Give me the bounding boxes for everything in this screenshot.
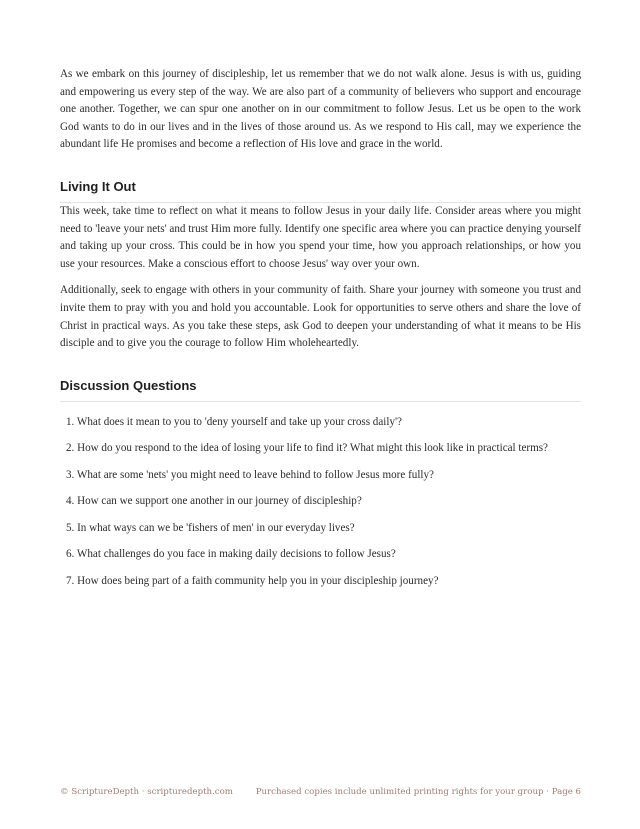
list-item: 3. What are some 'nets' you might need to leave behind to follow Jesus more fully? — [66, 468, 434, 481]
list-item: 7. How does being part of a faith community help you in your discipleship journey? — [66, 574, 439, 587]
document-page — [60, 66, 581, 599]
list-item: 2. How do you respond to the idea of losing your life to find it? What might this look like in practical terms? — [66, 442, 548, 455]
living-it-out-paragraph-1: This week, take time to reflect on what it means to follow Jesus in your daily life. Consider areas where you might need to 'leave your nets' and trust Him more fully. Identify one specific area where you can practice denying yourself and taking up your cross. This could be in how you spend your time, how you approach relationships, or how you use your resources. Make a conscious effort to choose Jesus' way over your own. — [60, 204, 581, 270]
footer-copyright: © ScriptureDepth · scripturedepth.com — [60, 787, 233, 797]
discussion-questions-list — [60, 414, 581, 589]
section-heading-discussion-questions: Discussion Questions — [60, 378, 581, 402]
list-item: 5. In what ways can we be 'fishers of men' in our everyday lives? — [66, 521, 355, 534]
living-it-out-paragraph-2: Additionally, seek to engage with others in your community of faith. Share your journey with someone you trust and invite them to pray with you and hold you accountable. Look for opportunities to serve others and share the love of Christ in practical ways. As you take these steps, ask God to deepen your understanding of what it means to be His disciple and to give you the courage to follow Him wholeheartedly. — [60, 284, 581, 350]
list-item: 4. How can we support one another in our journey of discipleship? — [66, 495, 362, 508]
list-item: 6. What challenges do you face in making daily decisions to follow Jesus? — [66, 548, 396, 561]
intro-paragraph: As we embark on this journey of discipleship, let us remember that we do not walk alone. Jesus is with us, guiding and empowering us every step of the way. We are also part of a community of believers who support and encourage one another. Together, we can spur one another on in our commitment to follow Jesus. Let us be open to the work God wants to do in our lives and in the lives of those around us. As we respond to His call, may we experience the abundant life He promises and become a reflection of His love and grace in the world. — [60, 68, 581, 151]
section-heading-living-it-out: Living It Out — [60, 179, 581, 203]
footer-printing-rights: Purchased copies include unlimited printing rights for your group · Page 6 — [255, 787, 581, 797]
list-item: 1. What does it mean to you to 'deny yourself and take up your cross daily'? — [66, 415, 402, 428]
